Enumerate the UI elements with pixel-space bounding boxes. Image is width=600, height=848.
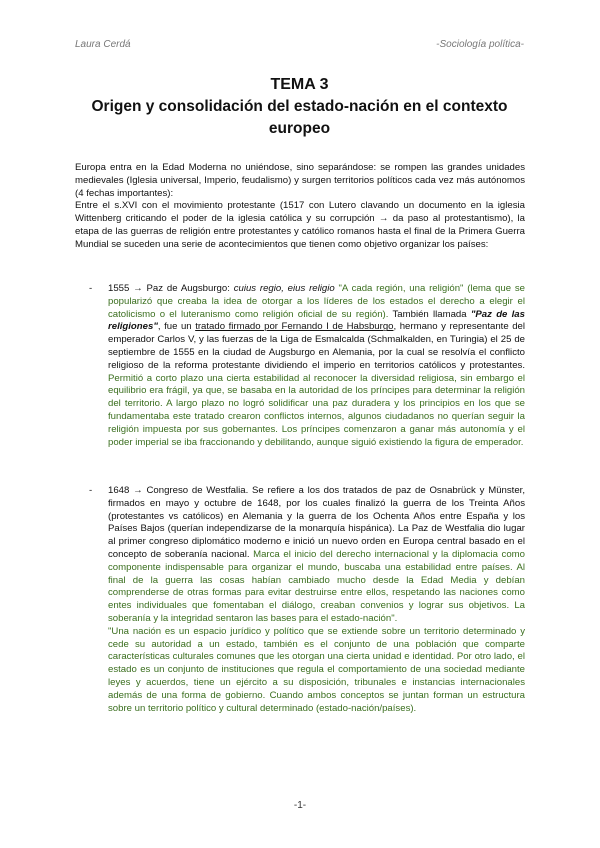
list-bullet: - [89,485,93,496]
header-subject: -Sociología política- [436,39,524,50]
item1-underlined: tratado firmado por Fernando I de Habsburgo [195,321,394,333]
item1-bold-quote: "Paz de las religiones" [108,308,525,333]
intro-paragraph-1: Europa entra en la Edad Moderna no uniéndose, sino separándose: se rompen las grandes unidades medievales (Iglesia universal, Imperio, feudalismo) y surgen territorios políticos cada vez más autónomos (4 fechas importantes): [75,162,525,199]
item2-text: 1648 → Congreso de Westfalia. Se refiere a los dos tratados de paz de Osnabrück y Münster, firmados en mayo y octubre de 1648, por los cuales finalizó la guerra de los Treinta Años (protestantes vs católicos) en Alemania y la guerra de los Ochenta Años entre España y los Países Bajos (querían independizarse de la monarquía hispánica). La Paz de Westfalia dio lugar al primer congreso diplomático moderno e inició un nuevo orden en Europa central basado en el concepto de soberanía nacional. [108,485,525,560]
intro-paragraph-2: Entre el s.XVI con el movimiento protestante (1517 con Lutero clavando un documento en la iglesia Wittenberg criticando el poder de la iglesia católica y su corrupción → da paso al protestantismo), la etapa de las guerras de religión entre protestantes y católico romanos hasta el final de la Primera Guerra Mundial se suceden una serie de acontecimientos que tienen como objetivo organizar los países: [75,200,525,250]
item1-green-note: "A cada región, una religión" (lema que se popularizó que creaba la idea de otorgar a los líderes de los estados el derecho a elegir el catolicismo o el luteranismo como religión oficial de su región). [108,283,525,320]
item1-text-1: También llamada [388,308,471,320]
item1-text-2: , fue un [157,321,196,333]
item1-latin-motto: cuius regio, eius religio [233,283,335,294]
item2-green-analysis: Marca el inicio del derecho internacional y la diplomacia como componente indispensable para organizar el mundo, buscaba una estabilidad entre países. Al final de la guerra las cosas habían cambiado mucho desde la Edad Media y debían comprenderse de otras formas para evitar destruirse entre ellos, respetando las naciones como entes individuales que fomentaban el diálogo, creaban convenios y lograr sus objetivos. La soberanía y la integridad sentaron las bases para el estado-nación". [108,548,525,624]
page-number: -1- [293,800,307,811]
title-block [75,74,524,140]
list-item-body [108,485,525,715]
list-item-augsburgo [75,283,525,449]
item1-green-analysis: Permitió a corto plazo una cierta estabilidad al reconocer la diversidad religiosa, sin embargo el equilibrio era frágil, ya que, se basaba en la autoridad de los príncipes para determinar la religión del territorio. A largo plazo no logró solidificar una paz duradera y los principios en los que se fundamentaba este tratado crearon conflictos internos, algunos ciudadanos no querían seguir la religión impuesta por sus gobernantes. Los príncipes comenzaron a ganar más autonomía y el poder imperial se iba fraccionando y debilitando, aunque siguió existiendo la figura de emperador. [108,372,525,448]
list-item-body [108,283,525,449]
list-bullet: - [89,283,93,294]
header-author: Laura Cerdá [75,39,131,50]
page-header [75,39,524,53]
intro-section [75,162,525,252]
page-title: Origen y consolidación del estado-nación en el contexto europeo [91,98,508,137]
chapter-label: TEMA 3 [270,76,329,93]
item2-definition-quote: "Una nación es un espacio jurídico y político que se extiende sobre un territorio determinado y cede su autoridad a un estado, también es el conjunto de una población que comparte características culturales comunes que les otorgan una cierta unidad e identidad. Por otro lado, el estado es un conjunto de instituciones que regula el comportamiento de una sociedad mediante leyes y acuerdos, tiene un ejército a su disposición, tribunales e instancias internacionales además de una forma de gobierno. Cuando ambos conceptos se juntan forman un estructura sobre un territorio político y cultural determinado (estado-nación/países). [108,625,525,714]
item1-intro: 1555 → Paz de Augsburgo: [108,283,234,294]
item1-text-3: , hermano y representante del emperador Carlos V, y las fuerzas de la Liga de Esmalcalda (Schmalkalden, en Turingia) el 25 de septiembre de 1555 en la ciudad de Augsburgo en Alemania, por la cual se resolvía el conflicto religioso de la reforma protestante dividiendo el imperio en territorios católicos y protestantes. [108,321,526,371]
list-item-westfalia [75,485,525,715]
